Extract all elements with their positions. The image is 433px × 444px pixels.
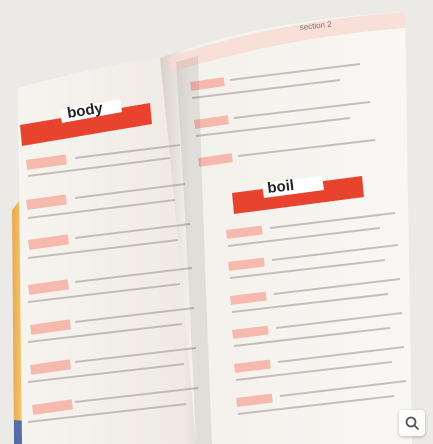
top-page-label: section 2 — [299, 19, 333, 32]
zoom-button[interactable] — [399, 410, 425, 436]
search-icon — [404, 415, 420, 431]
left-headword: body — [65, 99, 105, 122]
right-headword: boil — [266, 176, 295, 197]
